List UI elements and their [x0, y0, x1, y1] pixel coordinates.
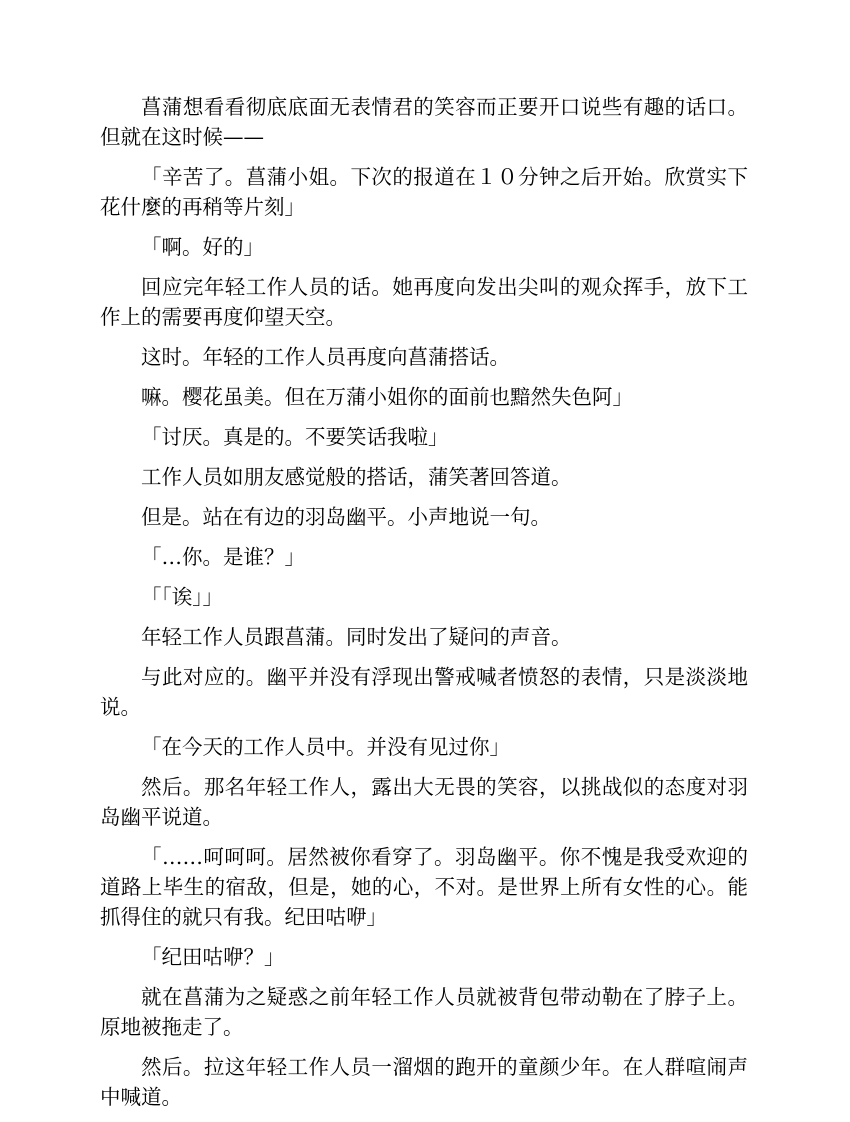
paragraph: 「纪田咕咿？」 [141, 945, 285, 969]
paragraph: 年轻工作人员跟菖蒲。同时发出了疑问的声音。 [141, 625, 572, 649]
paragraph: 「在今天的工作人员中。并没有见过你」 [141, 735, 510, 759]
paragraph: 「讨厌。真是的。不要笑话我啦」 [141, 425, 449, 449]
paragraph: 菖蒲想看看彻底底面无表情君的笑容而正要开口说些有趣的话口。但就在这时候—— [100, 95, 748, 149]
paragraph: 就在菖蒲为之疑惑之前年轻工作人员就被背包带动勒在了脖子上。原地被拖走了。 [100, 985, 748, 1039]
paragraph: 工作人员如朋友感觉般的搭话，蒲笑著回答道。 [141, 465, 572, 489]
paragraph: 然后。那名年轻工作人，露出大无畏的笑容，以挑战似的态度对羽岛幽平说道。 [100, 775, 748, 829]
paragraph: 「辛苦了。菖蒲小姐。下次的报道在１０分钟之后开始。欣赏实下花什麼的再稍等片刻」 [100, 165, 748, 219]
paragraph: 嘛。樱花虽美。但在万蒲小姐你的面前也黯然失色阿」 [141, 385, 633, 409]
paragraph: 「……呵呵呵。居然被你看穿了。羽岛幽平。你不愧是我受欢迎的道路上毕生的宿敌，但是，她的心，不对。是世界上所有女性的心。能抓得住的就只有我。纪田咕咿」 [100, 845, 748, 929]
paragraph: 「「诶」」 [141, 585, 223, 609]
document-body [100, 92, 748, 1122]
paragraph: 与此对应的。幽平并没有浮现出警戒喊者愤怒的表情，只是淡淡地说。 [100, 665, 748, 719]
paragraph: 「啊。好的」 [141, 235, 264, 259]
paragraph: 但是。站在有边的羽岛幽平。小声地说一句。 [141, 505, 551, 529]
paragraph: 回应完年轻工作人员的话。她再度向发出尖叫的观众挥手，放下工作上的需要再度仰望天空。 [100, 275, 748, 329]
paragraph: 「…你。是谁？」 [141, 545, 305, 569]
paragraph: 然后。拉这年轻工作人员一溜烟的跑开的童颜少年。在人群喧闹声中喊道。 [100, 1055, 748, 1109]
paragraph: 这时。年轻的工作人员再度向菖蒲搭话。 [141, 345, 510, 369]
